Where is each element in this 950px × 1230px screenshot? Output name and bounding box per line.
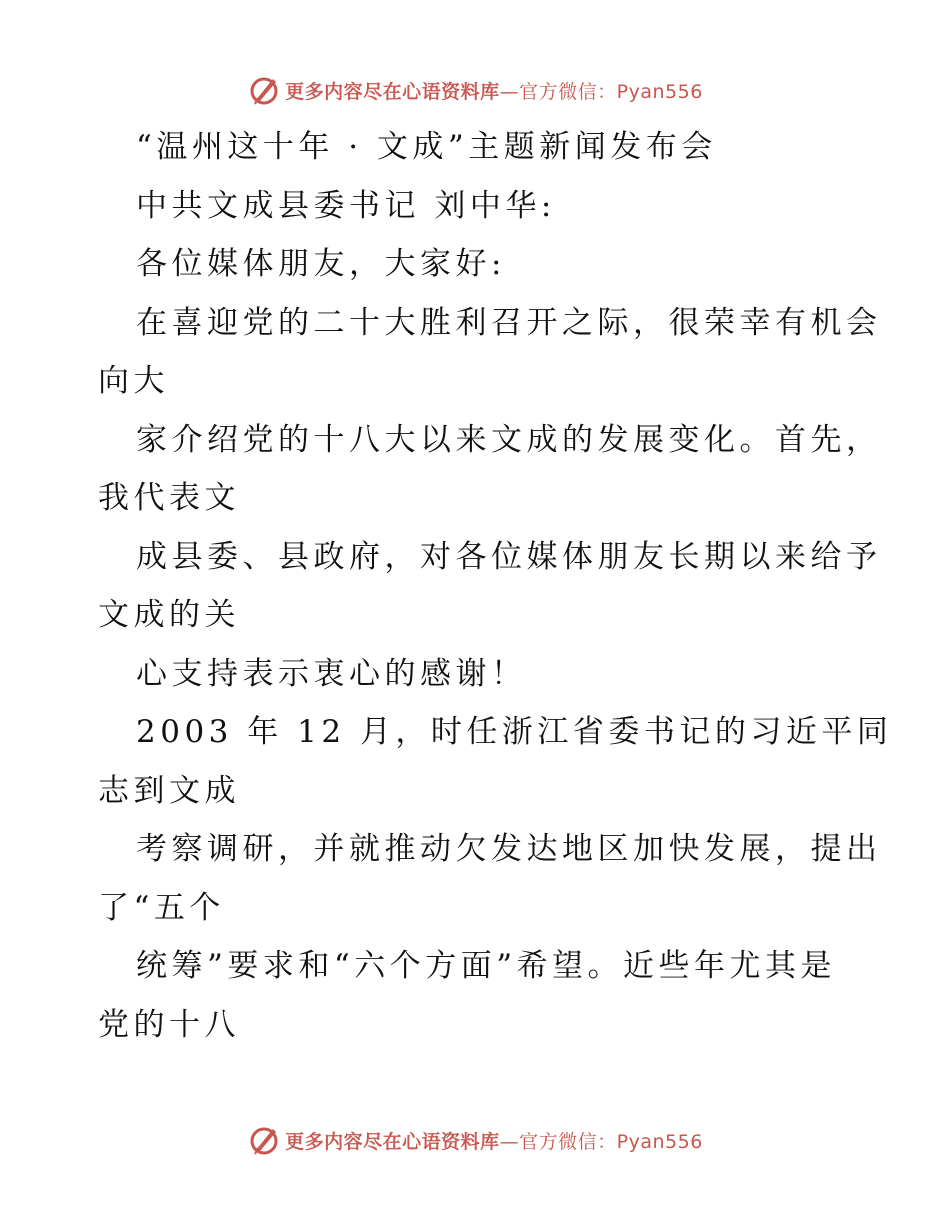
header-watermark [0, 70, 950, 110]
text-line: 成县委、县政府，对各位媒体朋友长期以来给予 [136, 538, 882, 575]
text-line: 考察调研，并就推动欠发达地区加快发展，提出 [136, 831, 882, 867]
watermark-contact: —官方微信：Pyan556 [499, 1130, 703, 1153]
text-line: 2003 年 12 月，时任浙江省委书记的习近平同 [136, 714, 893, 750]
text-line: 家介绍党的十八大以来文成的发展变化。首先， [136, 421, 882, 458]
text-line: “温州这十年 · 文成”主题新闻发布会 [136, 129, 717, 165]
text-line: 心支持表示衷心的感谢！ [136, 655, 527, 692]
quill-in-circle-icon [247, 73, 281, 107]
text-line: 中共文成县委书记 刘中华: [136, 187, 556, 224]
text-line: 文成的关 [98, 597, 240, 633]
text-line: 统筹”要求和“六个方面”希望。近些年尤其是 [136, 948, 837, 984]
document-body [98, 118, 893, 1054]
text-line: 党的十八 [98, 1006, 240, 1043]
text-line: 了“五个 [98, 889, 225, 926]
footer-watermark [0, 1120, 950, 1160]
watermark-brand: 更多内容尽在心语资料库 [285, 1130, 500, 1153]
quill-in-circle-icon [247, 1123, 281, 1157]
text-line: 志到文成 [98, 772, 240, 809]
text-line: 各位媒体朋友，大家好: [136, 246, 506, 282]
watermark-brand: 更多内容尽在心语资料库 [285, 80, 500, 103]
text-line: 在喜迎党的二十大胜利召开之际，很荣幸有机会 [136, 304, 882, 341]
text-line: 向大 [98, 363, 169, 399]
watermark-contact: —官方微信：Pyan556 [499, 80, 703, 103]
text-line: 我代表文 [98, 480, 240, 516]
